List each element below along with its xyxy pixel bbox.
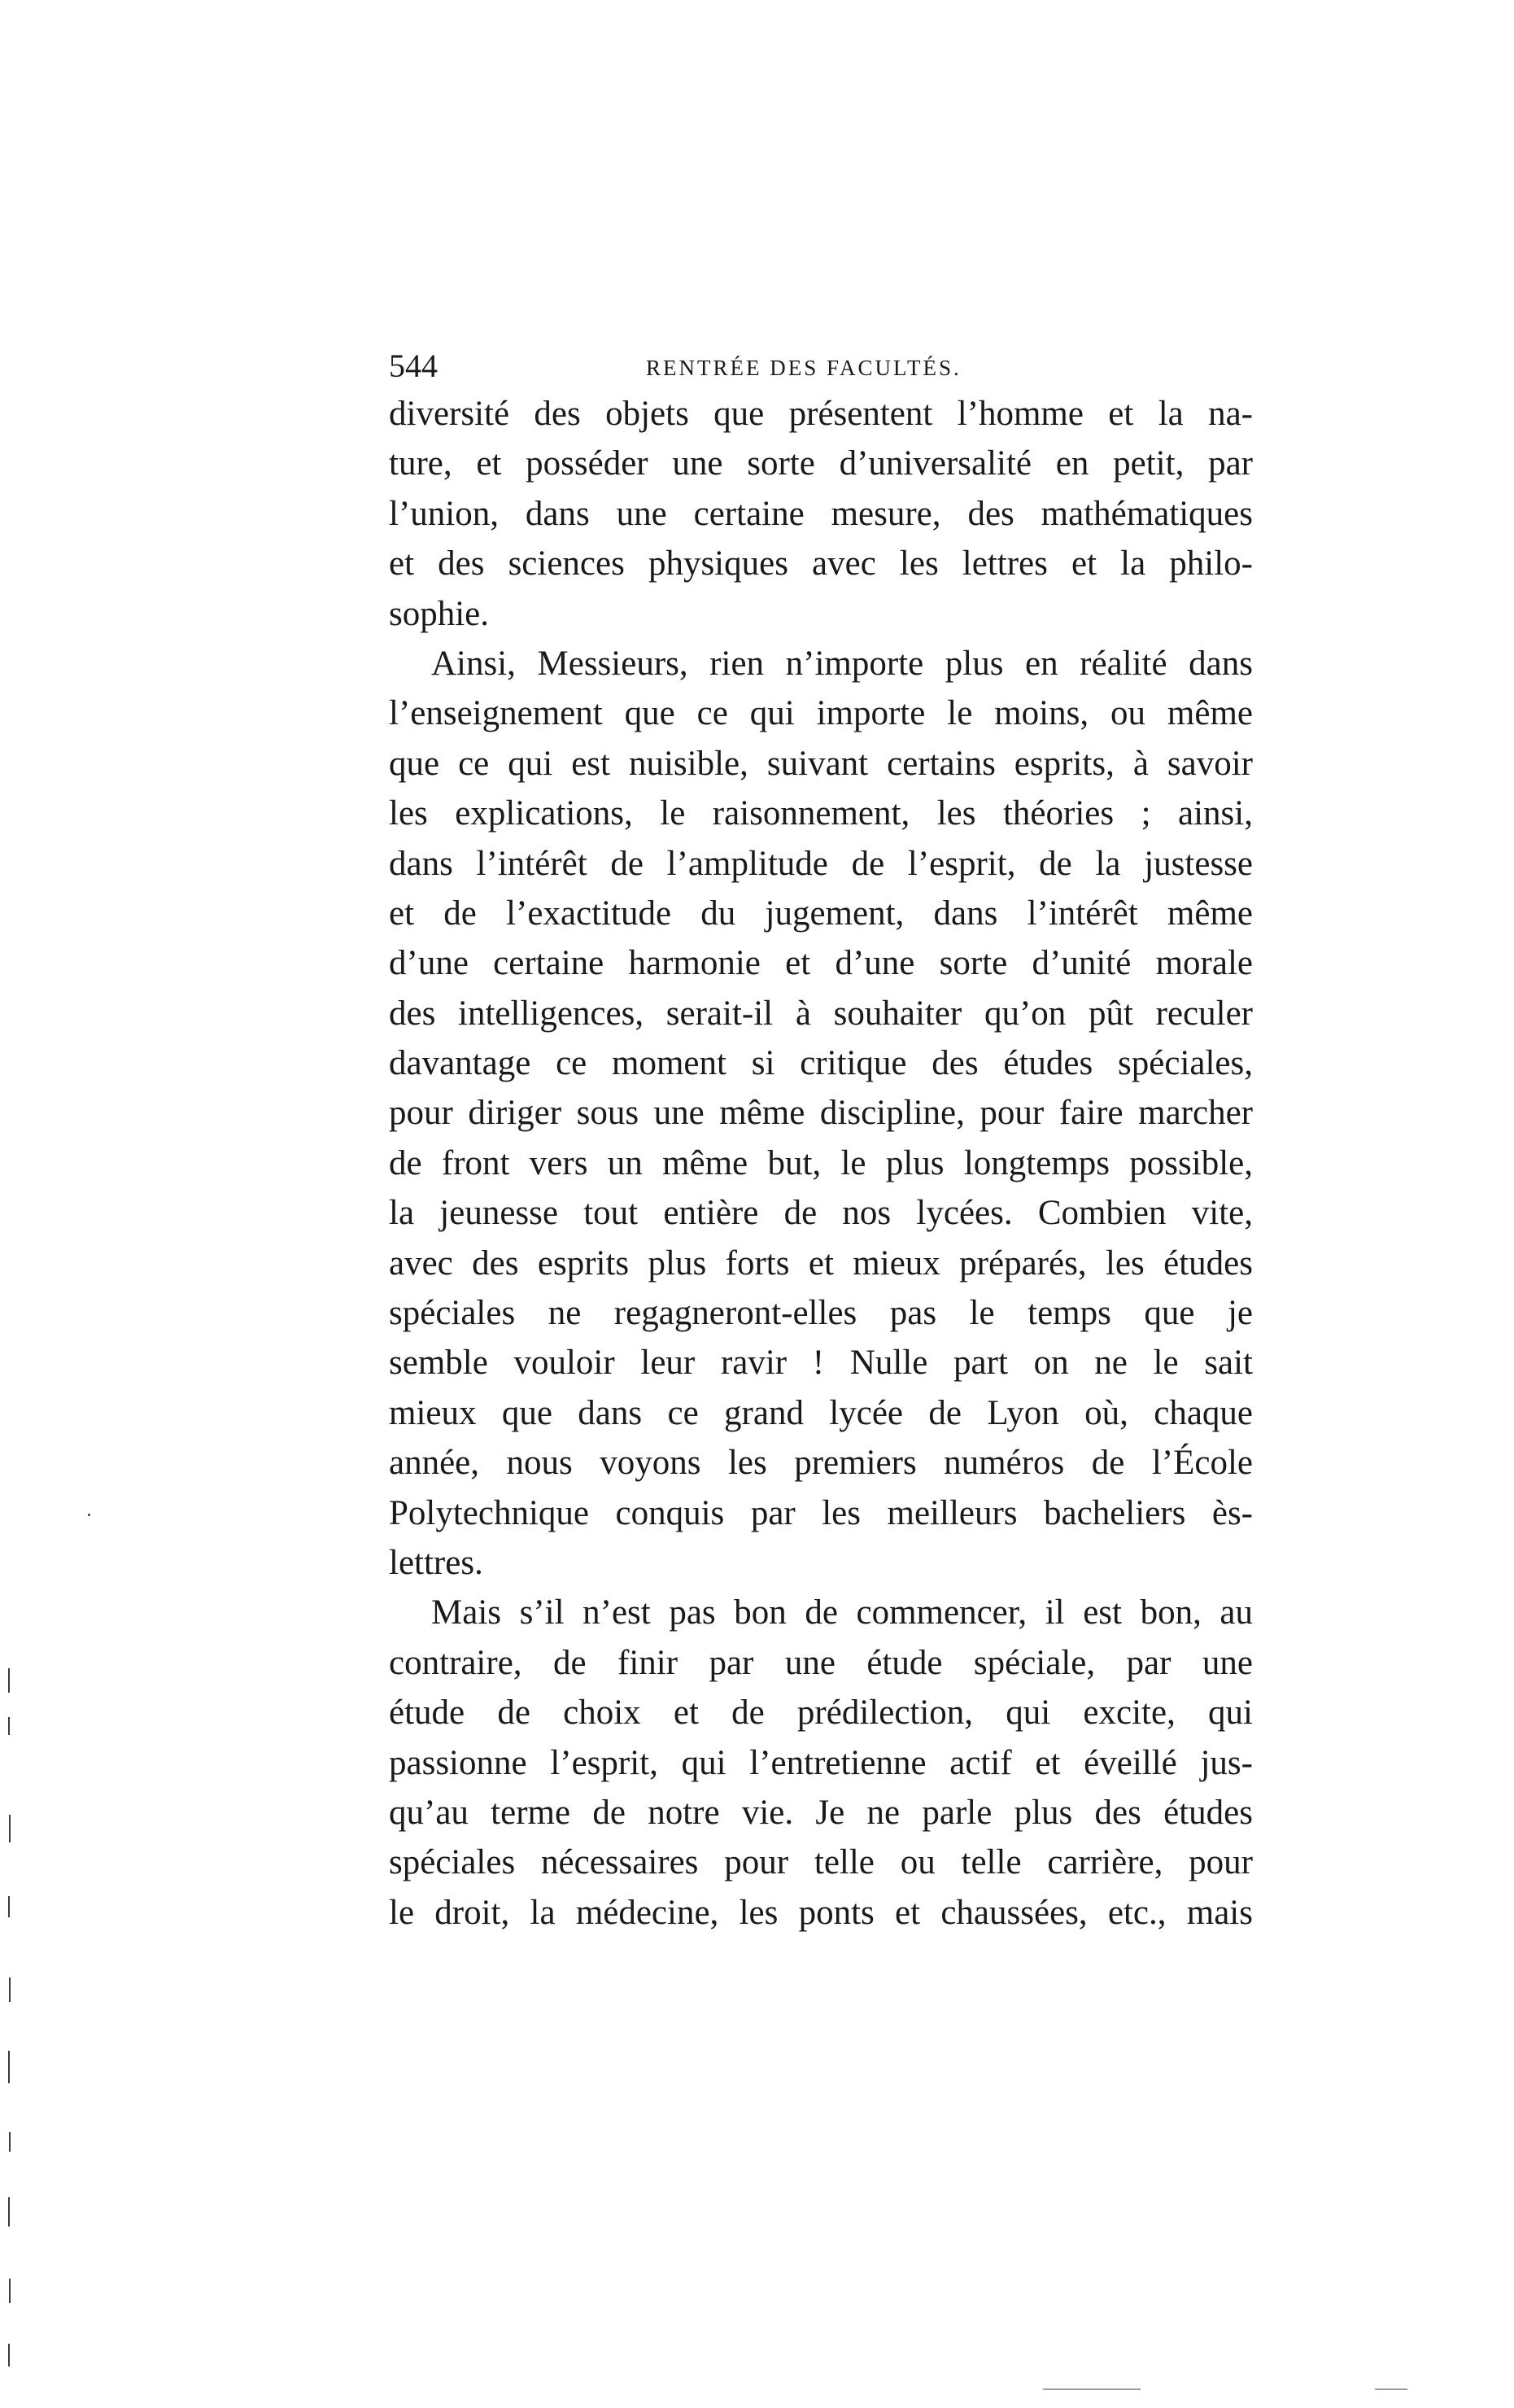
text-line: davantage ce moment si critique des études spéciales, bbox=[389, 1044, 1253, 1083]
text-line: année, nous voyons les premiers numéros de l’École bbox=[389, 1444, 1253, 1483]
scan-artifact bbox=[8, 1896, 10, 1917]
text-line: dans l’intérêt de l’amplitude de l’esprit, de la justesse bbox=[389, 844, 1253, 883]
text-line: le droit, la médecine, les ponts et chaussées, etc., mais bbox=[389, 1893, 1253, 1932]
scan-artifact bbox=[9, 1978, 11, 2002]
scan-artifact bbox=[8, 1668, 10, 1693]
text-line: diversité des objets que présentent l’homme et la na- bbox=[389, 395, 1253, 433]
text-line: la jeunesse tout entière de nos lycées. Combien vite, bbox=[389, 1194, 1253, 1233]
scan-artifact bbox=[8, 2344, 10, 2366]
scan-artifact bbox=[9, 2132, 11, 2152]
body-text bbox=[389, 389, 1253, 1938]
text-line: l’enseignement que ce qui importe le moins, ou même bbox=[389, 694, 1253, 733]
text-line: et de l’exactitude du jugement, dans l’intérêt même bbox=[389, 894, 1253, 933]
text-line: semble vouloir leur ravir ! Nulle part on ne le sait bbox=[389, 1344, 1253, 1383]
scan-artifact bbox=[9, 2279, 11, 2303]
scan-artifact bbox=[1375, 2388, 1407, 2390]
text-line: des intelligences, serait-il à souhaiter qu’on pût reculer bbox=[389, 994, 1253, 1033]
text-line: mieux que dans ce grand lycée de Lyon où, chaque bbox=[389, 1393, 1253, 1432]
scan-artifact bbox=[9, 1815, 11, 1842]
text-line: étude de choix et de prédilection, qui excite, qui bbox=[389, 1693, 1253, 1733]
text-line: Ainsi, Messieurs, rien n’importe plus en réalité dans bbox=[431, 644, 1253, 683]
scan-artifact bbox=[1043, 2388, 1141, 2390]
scan-artifact bbox=[8, 2051, 10, 2083]
text-line: spéciales ne regagneront-elles pas le temps que je bbox=[389, 1294, 1253, 1333]
text-line: Polytechnique conquis par les meilleurs bacheliers ès- bbox=[389, 1493, 1253, 1532]
text-line: d’une certaine harmonie et d’une sorte d’unité morale bbox=[389, 944, 1253, 983]
text-line: contraire, de finir par une étude spéciale, par une bbox=[389, 1643, 1253, 1682]
page-number: 544 bbox=[389, 347, 438, 384]
text-line: pour diriger sous une même discipline, pour faire marcher bbox=[389, 1094, 1253, 1133]
text-line: passionne l’esprit, qui l’entretienne actif et éveillé jus- bbox=[389, 1743, 1253, 1782]
scan-artifact bbox=[8, 2197, 10, 2227]
scan-artifact bbox=[88, 1514, 90, 1516]
text-line: qu’au terme de notre vie. Je ne parle plus des études bbox=[389, 1793, 1253, 1832]
running-title: RENTRÉE DES FACULTÉS. bbox=[646, 356, 962, 380]
scan-artifact bbox=[8, 1717, 10, 1735]
text-line: les explications, le raisonnement, les théories ; ainsi, bbox=[389, 794, 1253, 833]
text-line: lettres. bbox=[389, 1543, 483, 1582]
text-line: ture, et posséder une sorte d’universalité en petit, par bbox=[389, 444, 1253, 483]
text-line: Mais s’il n’est pas bon de commencer, il est bon, au bbox=[431, 1593, 1253, 1632]
running-head bbox=[389, 342, 1267, 391]
text-line: sophie. bbox=[389, 594, 490, 633]
text-line: que ce qui est nuisible, suivant certains esprits, à savoir bbox=[389, 744, 1253, 783]
text-line: avec des esprits plus forts et mieux préparés, les études bbox=[389, 1243, 1253, 1283]
text-line: l’union, dans une certaine mesure, des mathématiques bbox=[389, 494, 1253, 533]
text-line: de front vers un même but, le plus longtemps possible, bbox=[389, 1143, 1253, 1182]
text-line: et des sciences physiques avec les lettres et la philo- bbox=[389, 544, 1253, 583]
text-line: spéciales nécessaires pour telle ou telle carrière, pour bbox=[389, 1843, 1253, 1882]
